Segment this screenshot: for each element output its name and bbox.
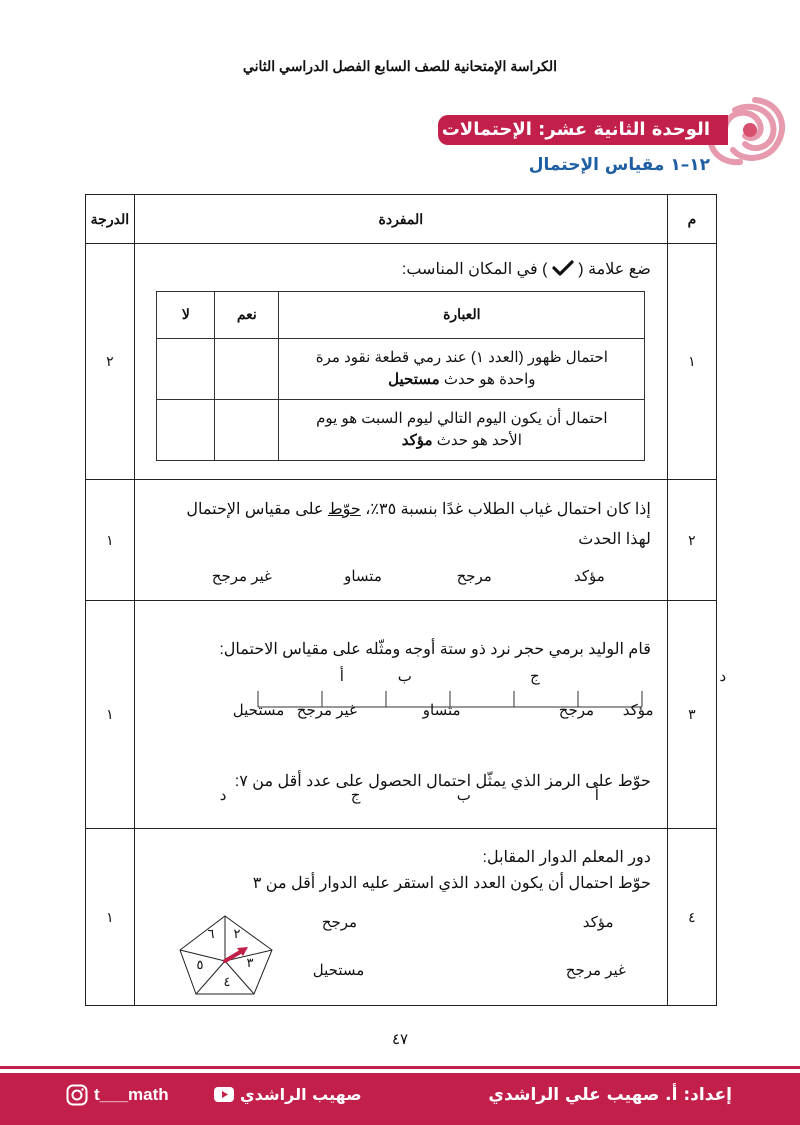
- no-answer-box[interactable]: [157, 338, 215, 399]
- table-row: [86, 480, 717, 601]
- statement-keyword: مستحيل: [388, 370, 440, 388]
- scale-letter-j: ج: [529, 667, 540, 685]
- yes-answer-box[interactable]: [215, 399, 279, 460]
- question-text: قام الوليد برمي حجر نرد ذو ستة أوجه ومثّله على مقياس الاحتمال:: [219, 640, 651, 658]
- option-unlikely[interactable]: غير مرجح: [211, 568, 272, 585]
- column-header-grade: الدرجة: [86, 195, 135, 244]
- option-certain[interactable]: مؤكد: [574, 568, 605, 585]
- table-header-row: [86, 195, 717, 244]
- scale-label-impossible: مستحيل: [232, 702, 285, 719]
- no-answer-box[interactable]: [157, 399, 215, 460]
- scale-letter-a: أ: [339, 667, 344, 685]
- question-number: ٤: [667, 829, 716, 1006]
- sub-option-j[interactable]: ج: [350, 787, 361, 804]
- scale-letter-b: ب: [397, 667, 412, 685]
- inner-header-no: لا: [157, 291, 215, 338]
- table-row: [86, 601, 717, 829]
- scale-label-even: متساو: [422, 702, 461, 719]
- section-title: ١٢–١ مقياس الإحتمال: [528, 155, 710, 175]
- yes-answer-box[interactable]: [215, 338, 279, 399]
- spinner-label-5: ٥: [196, 957, 204, 972]
- sub-option-b[interactable]: ب: [456, 787, 471, 804]
- instruction-keyword: حوّط: [327, 501, 361, 518]
- spinner-label-6: ٦: [207, 926, 215, 941]
- unit-title: الوحدة الثانية عشر: الإحتمالات: [441, 119, 710, 140]
- question-text: دور المعلم الدوار المقابل: حوّط احتمال أن يكون العدد الذي استقر عليه الدوار أقل من ٣: [252, 849, 651, 892]
- question-instruction: ضع علامة ( ) في المكان المناسب:: [401, 260, 651, 278]
- youtube-channel[interactable]: صهيب الراشدي: [214, 1085, 362, 1104]
- question-number: ٣: [667, 601, 716, 829]
- question-number: ٢: [667, 480, 716, 601]
- question-grade: ١: [86, 829, 135, 1006]
- table-row: [86, 829, 717, 1006]
- instagram-icon: [66, 1084, 88, 1106]
- question-cell: [134, 244, 667, 480]
- statement: احتمال أن يكون اليوم التالي ليوم السبت هو يوم الأحد هو حدث مؤكد: [279, 399, 645, 460]
- inner-row: [157, 399, 645, 460]
- inner-header-yes: نعم: [215, 291, 279, 338]
- question-text: إذا كان احتمال غياب الطلاب غدًا بنسبة ٣٥٪، حوّط على مقياس الإحتمال لهذا الحدث: [186, 501, 651, 548]
- scale-labels: [135, 701, 717, 725]
- spinner-label-3: ٣: [246, 955, 254, 970]
- question-cell: [134, 480, 667, 601]
- sub-option-d[interactable]: د: [219, 787, 227, 804]
- yes-no-table: [156, 291, 645, 461]
- sub-question: حوّط على الرمز الذي يمثّل احتمال الحصول على عدد أقل من ٧:: [234, 772, 651, 790]
- scale-label-likely: مرجح: [558, 702, 595, 719]
- table-row: [86, 244, 717, 480]
- question-grade: ١: [86, 480, 135, 601]
- questions-table: [85, 194, 727, 1006]
- probability-scale: [135, 663, 727, 737]
- scale-letter-d: د: [719, 667, 727, 685]
- sub-options: [135, 786, 717, 810]
- question-number: ١: [667, 244, 716, 480]
- sub-option-a[interactable]: أ: [594, 787, 599, 804]
- option-likely[interactable]: مرجح: [456, 568, 492, 585]
- question-cell: [134, 829, 667, 1006]
- column-header-number: م: [667, 195, 716, 244]
- column-header-item: المفردة: [134, 195, 667, 244]
- question-grade: ١: [86, 601, 135, 829]
- spinner-label-4: ٤: [223, 974, 231, 989]
- checkmark-icon: [552, 260, 574, 276]
- option-unlikely[interactable]: غير مرجح: [565, 962, 626, 979]
- option-impossible[interactable]: مستحيل: [312, 962, 365, 979]
- option-certain[interactable]: مؤكد: [582, 914, 614, 931]
- scale-label-unlikely: غير مرجح: [296, 702, 357, 719]
- question-grade: ٢: [86, 244, 135, 480]
- question-cell: [134, 601, 727, 829]
- statement: احتمال ظهور (العدد ١) عند رمي قطعة نقود مرة واحدة هو حدث مستحيل: [279, 338, 645, 399]
- spinner-pentagon: [178, 914, 278, 996]
- youtube-icon: [214, 1087, 234, 1102]
- page-number: ٤٧: [391, 1030, 409, 1048]
- option-likely[interactable]: مرجح: [321, 914, 358, 931]
- footer-divider: [0, 1066, 800, 1069]
- page-header-title: الكراسة الإمتحانية للصف السابع الفصل الدراسي الثاني: [242, 58, 558, 74]
- inner-row: [157, 338, 645, 399]
- inner-header-row: [157, 291, 645, 338]
- author-credit: إعداد: أ. صهيب علي الراشدي: [488, 1085, 732, 1105]
- footer: [0, 1073, 800, 1125]
- statement-keyword: مؤكد: [401, 431, 433, 449]
- option-even[interactable]: متساو: [344, 568, 382, 585]
- inner-header-statement: العبارة: [279, 291, 645, 338]
- scale-label-certain: مؤكد: [622, 702, 654, 719]
- answer-options: [135, 567, 667, 585]
- instagram-account[interactable]: t___math: [66, 1084, 169, 1106]
- spinner-label-2: ٢: [233, 926, 241, 941]
